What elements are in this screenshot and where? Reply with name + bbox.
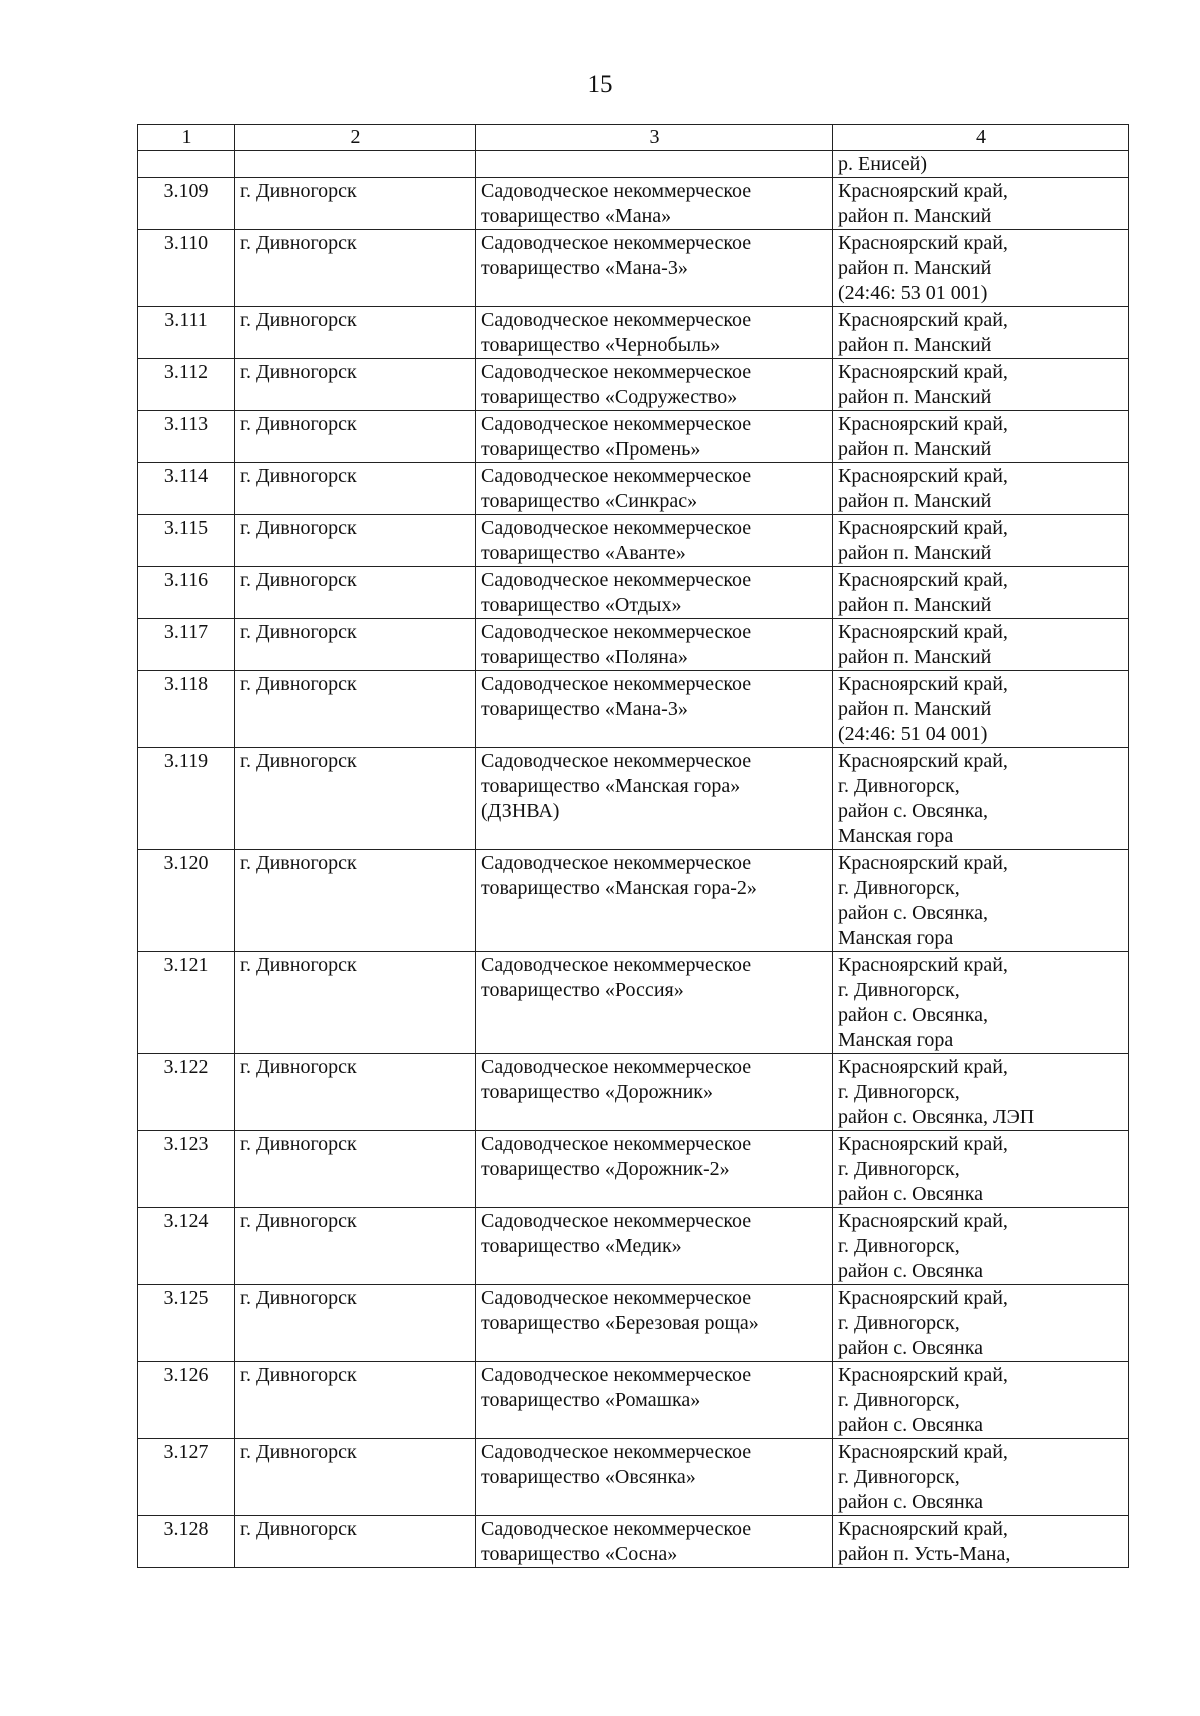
organization-cell: Садоводческое некоммерческое товарищество «Поляна»	[476, 619, 833, 671]
organization-cell: Садоводческое некоммерческое товарищество «Овсянка»	[476, 1439, 833, 1516]
organization-cell: Садоводческое некоммерческое товарищество «Россия»	[476, 952, 833, 1054]
location-cell: Красноярский край, г. Дивногорск, район с. Овсянка	[833, 1208, 1129, 1285]
table-row	[138, 178, 1129, 230]
city-cell: г. Дивногорск	[235, 1439, 476, 1516]
organization-cell: Садоводческое некоммерческое товарищество «Чернобыль»	[476, 307, 833, 359]
header-cell-col3: 3	[476, 125, 833, 151]
city-cell: г. Дивногорск	[235, 748, 476, 850]
row-number-cell: 3.109	[138, 178, 235, 230]
location-cell: Красноярский край, район п. Манский (24:46: 53 01 001)	[833, 230, 1129, 307]
organization-cell: Садоводческое некоммерческое товарищество «Березовая роща»	[476, 1285, 833, 1362]
row-number-cell: 3.115	[138, 515, 235, 567]
table-row	[138, 748, 1129, 850]
location-cell: Красноярский край, г. Дивногорск, район с. Овсянка, Манская гора	[833, 952, 1129, 1054]
row-number-cell: 3.128	[138, 1516, 235, 1568]
row-number-cell: 3.113	[138, 411, 235, 463]
organization-cell: Садоводческое некоммерческое товарищество «Дорожник-2»	[476, 1131, 833, 1208]
table-row	[138, 671, 1129, 748]
row-number-cell: 3.120	[138, 850, 235, 952]
city-cell: г. Дивногорск	[235, 359, 476, 411]
city-cell: г. Дивногорск	[235, 411, 476, 463]
table-row	[138, 151, 1129, 178]
table-row	[138, 1516, 1129, 1568]
city-cell: г. Дивногорск	[235, 515, 476, 567]
table-row	[138, 1439, 1129, 1516]
city-cell: г. Дивногорск	[235, 230, 476, 307]
organization-cell: Садоводческое некоммерческое товарищество «Медик»	[476, 1208, 833, 1285]
settlements-table	[137, 124, 1129, 1568]
organization-cell: Садоводческое некоммерческое товарищество «Отдых»	[476, 567, 833, 619]
location-cell: Красноярский край, г. Дивногорск, район с. Овсянка, ЛЭП	[833, 1054, 1129, 1131]
city-cell: г. Дивногорск	[235, 1362, 476, 1439]
table-row	[138, 619, 1129, 671]
table-row	[138, 567, 1129, 619]
row-number-cell: 3.118	[138, 671, 235, 748]
row-number-cell: 3.111	[138, 307, 235, 359]
city-cell: г. Дивногорск	[235, 952, 476, 1054]
location-cell: Красноярский край, район п. Манский (24:46: 51 04 001)	[833, 671, 1129, 748]
location-cell: Красноярский край, район п. Манский	[833, 359, 1129, 411]
row-number-cell: 3.125	[138, 1285, 235, 1362]
city-cell: г. Дивногорск	[235, 463, 476, 515]
location-cell: Красноярский край, г. Дивногорск, район с. Овсянка	[833, 1131, 1129, 1208]
header-cell-col2: 2	[235, 125, 476, 151]
table-row	[138, 515, 1129, 567]
row-number-cell: 3.116	[138, 567, 235, 619]
location-cell: Красноярский край, район п. Манский	[833, 307, 1129, 359]
organization-cell: Садоводческое некоммерческое товарищество «Мана-3»	[476, 671, 833, 748]
location-cell: Красноярский край, г. Дивногорск, район с. Овсянка	[833, 1285, 1129, 1362]
organization-cell: Садоводческое некоммерческое товарищество «Синкрас»	[476, 463, 833, 515]
location-cell: Красноярский край, район п. Манский	[833, 515, 1129, 567]
organization-cell: Садоводческое некоммерческое товарищество «Промень»	[476, 411, 833, 463]
organization-cell: Садоводческое некоммерческое товарищество «Аванте»	[476, 515, 833, 567]
location-cell: Красноярский край, г. Дивногорск, район с. Овсянка	[833, 1439, 1129, 1516]
city-cell: г. Дивногорск	[235, 307, 476, 359]
organization-cell: Садоводческое некоммерческое товарищество «Манская гора» (ДЗНВА)	[476, 748, 833, 850]
location-cell: Красноярский край, район п. Усть-Мана,	[833, 1516, 1129, 1568]
row-number-cell: 3.126	[138, 1362, 235, 1439]
organization-cell	[476, 151, 833, 178]
table-row	[138, 1054, 1129, 1131]
city-cell: г. Дивногорск	[235, 671, 476, 748]
row-number-cell: 3.124	[138, 1208, 235, 1285]
table-row	[138, 359, 1129, 411]
city-cell: г. Дивногорск	[235, 1285, 476, 1362]
table-row	[138, 1208, 1129, 1285]
city-cell: г. Дивногорск	[235, 567, 476, 619]
organization-cell: Садоводческое некоммерческое товарищество «Ромашка»	[476, 1362, 833, 1439]
city-cell: г. Дивногорск	[235, 619, 476, 671]
location-cell: Красноярский край, район п. Манский	[833, 178, 1129, 230]
header-cell-col1: 1	[138, 125, 235, 151]
location-cell: Красноярский край, район п. Манский	[833, 411, 1129, 463]
city-cell: г. Дивногорск	[235, 1131, 476, 1208]
city-cell: г. Дивногорск	[235, 1054, 476, 1131]
organization-cell: Садоводческое некоммерческое товарищество «Мана»	[476, 178, 833, 230]
row-number-cell	[138, 151, 235, 178]
city-cell: г. Дивногорск	[235, 850, 476, 952]
row-number-cell: 3.123	[138, 1131, 235, 1208]
table-row	[138, 1362, 1129, 1439]
organization-cell: Садоводческое некоммерческое товарищество «Манская гора-2»	[476, 850, 833, 952]
row-number-cell: 3.112	[138, 359, 235, 411]
row-number-cell: 3.110	[138, 230, 235, 307]
row-number-cell: 3.114	[138, 463, 235, 515]
organization-cell: Садоводческое некоммерческое товарищество «Дорожник»	[476, 1054, 833, 1131]
location-cell: Красноярский край, г. Дивногорск, район с. Овсянка, Манская гора	[833, 850, 1129, 952]
table-row	[138, 411, 1129, 463]
table-row	[138, 307, 1129, 359]
table-header	[138, 125, 1129, 151]
city-cell: г. Дивногорск	[235, 178, 476, 230]
row-number-cell: 3.122	[138, 1054, 235, 1131]
table-row	[138, 850, 1129, 952]
organization-cell: Садоводческое некоммерческое товарищество «Мана-3»	[476, 230, 833, 307]
organization-cell: Садоводческое некоммерческое товарищество «Сосна»	[476, 1516, 833, 1568]
row-number-cell: 3.119	[138, 748, 235, 850]
header-cell-col4: 4	[833, 125, 1129, 151]
table-row	[138, 952, 1129, 1054]
location-cell: Красноярский край, район п. Манский	[833, 567, 1129, 619]
city-cell: г. Дивногорск	[235, 1208, 476, 1285]
table-body	[138, 151, 1129, 1568]
table-row	[138, 1131, 1129, 1208]
row-number-cell: 3.117	[138, 619, 235, 671]
row-number-cell: 3.127	[138, 1439, 235, 1516]
location-cell: Красноярский край, г. Дивногорск, район с. Овсянка	[833, 1362, 1129, 1439]
table-row	[138, 230, 1129, 307]
table-row	[138, 463, 1129, 515]
organization-cell: Садоводческое некоммерческое товарищество «Содружество»	[476, 359, 833, 411]
city-cell: г. Дивногорск	[235, 1516, 476, 1568]
header-row	[138, 125, 1129, 151]
row-number-cell: 3.121	[138, 952, 235, 1054]
page-number: 15	[587, 71, 613, 98]
location-cell: Красноярский край, район п. Манский	[833, 619, 1129, 671]
city-cell	[235, 151, 476, 178]
location-cell: Красноярский край, район п. Манский	[833, 463, 1129, 515]
table-row	[138, 1285, 1129, 1362]
location-cell: р. Енисей)	[833, 151, 1129, 178]
location-cell: Красноярский край, г. Дивногорск, район с. Овсянка, Манская гора	[833, 748, 1129, 850]
